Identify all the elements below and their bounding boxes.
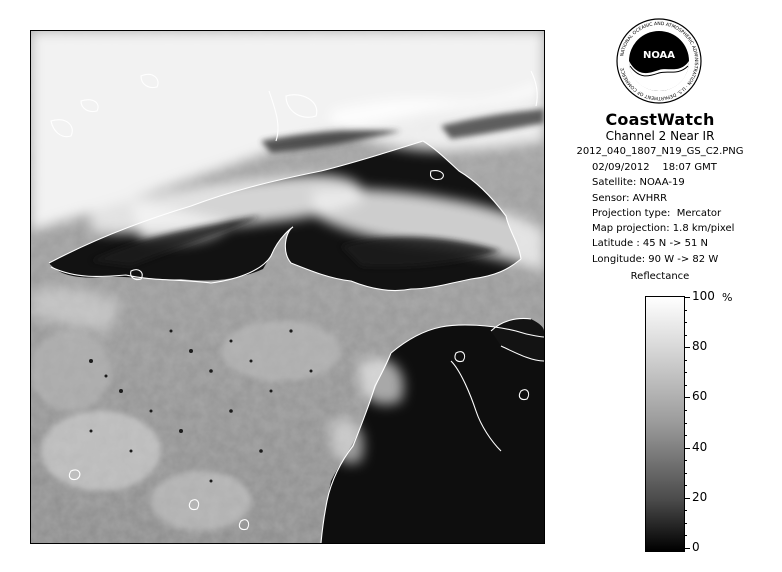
colorbar-tick-label: 80: [692, 339, 708, 354]
colorbar-minor-tick: [684, 423, 687, 424]
colorbar-minor-tick: [684, 335, 687, 336]
satellite-image: [30, 30, 545, 544]
colorbar-minor-tick: [684, 360, 687, 361]
product-title: CoastWatch: [605, 110, 715, 129]
colorbar-minor-tick: [684, 535, 687, 536]
logo-text: NOAA: [642, 50, 676, 61]
acquisition-time: 18:07 GMT: [662, 162, 717, 173]
projection-type-info: Projection type: Mercator: [592, 207, 722, 219]
colorbar-minor-tick: [684, 372, 687, 373]
colorbar-minor-tick: [684, 473, 687, 474]
colorbar-minor-tick: [684, 310, 687, 311]
date-time-row: [592, 160, 734, 175]
colorbar-tick: [684, 548, 690, 549]
colorbar-tick-label: 100: [692, 289, 715, 303]
colorbar-minor-tick: [684, 460, 687, 461]
colorbar-minor-tick: [684, 435, 687, 436]
colorbar-tick-label: 0: [692, 540, 700, 554]
reflectance-colorbar: [645, 296, 685, 552]
colorbar-minor-tick: [684, 322, 687, 323]
colorbar-tick: [684, 448, 690, 449]
image-filename: 2012_040_1807_N19_GS_C2.PNG: [576, 146, 744, 157]
colorbar-minor-tick: [684, 510, 687, 511]
colorbar-tick-label: 40: [692, 439, 708, 454]
colorbar-tick-label: 60: [692, 389, 708, 404]
noaa-emblem-icon: [616, 18, 702, 104]
acquisition-date: 02/09/2012: [592, 162, 650, 173]
sensor-info: Sensor: AVHRR: [592, 192, 668, 204]
colorbar-tick: [684, 297, 690, 298]
longitude-info: Longitude: 90 W -> 82 W: [592, 253, 719, 265]
colorbar-minor-tick: [684, 485, 687, 486]
colorbar-tick: [684, 397, 690, 398]
legend-unit: %: [722, 291, 733, 304]
image-metadata: [592, 160, 734, 267]
logo-ring-textpath: NATIONAL OCEANIC AND ATMOSPHERIC ADMINISTRATION · U.S. DEPARTMENT OF COMMERCE: [620, 21, 699, 101]
latitude-info: Latitude : 45 N -> 51 N: [592, 238, 708, 250]
satellite-info: Satellite: NOAA-19: [592, 177, 685, 189]
satellite-map: [31, 31, 544, 543]
colorbar-minor-tick: [684, 385, 687, 386]
noaa-logo: [616, 18, 702, 104]
colorbar-minor-tick: [684, 523, 687, 524]
colorbar-tick: [684, 498, 690, 499]
legend-title: Reflectance: [630, 271, 690, 282]
colorbar-minor-tick: [684, 410, 687, 411]
channel-subtitle: Channel 2 Near IR: [605, 129, 715, 143]
colorbar-tick: [684, 347, 690, 348]
colorbar-tick-label: 20: [692, 489, 708, 504]
map-projection-info: Map projection: 1.8 km/pixel: [592, 223, 735, 235]
